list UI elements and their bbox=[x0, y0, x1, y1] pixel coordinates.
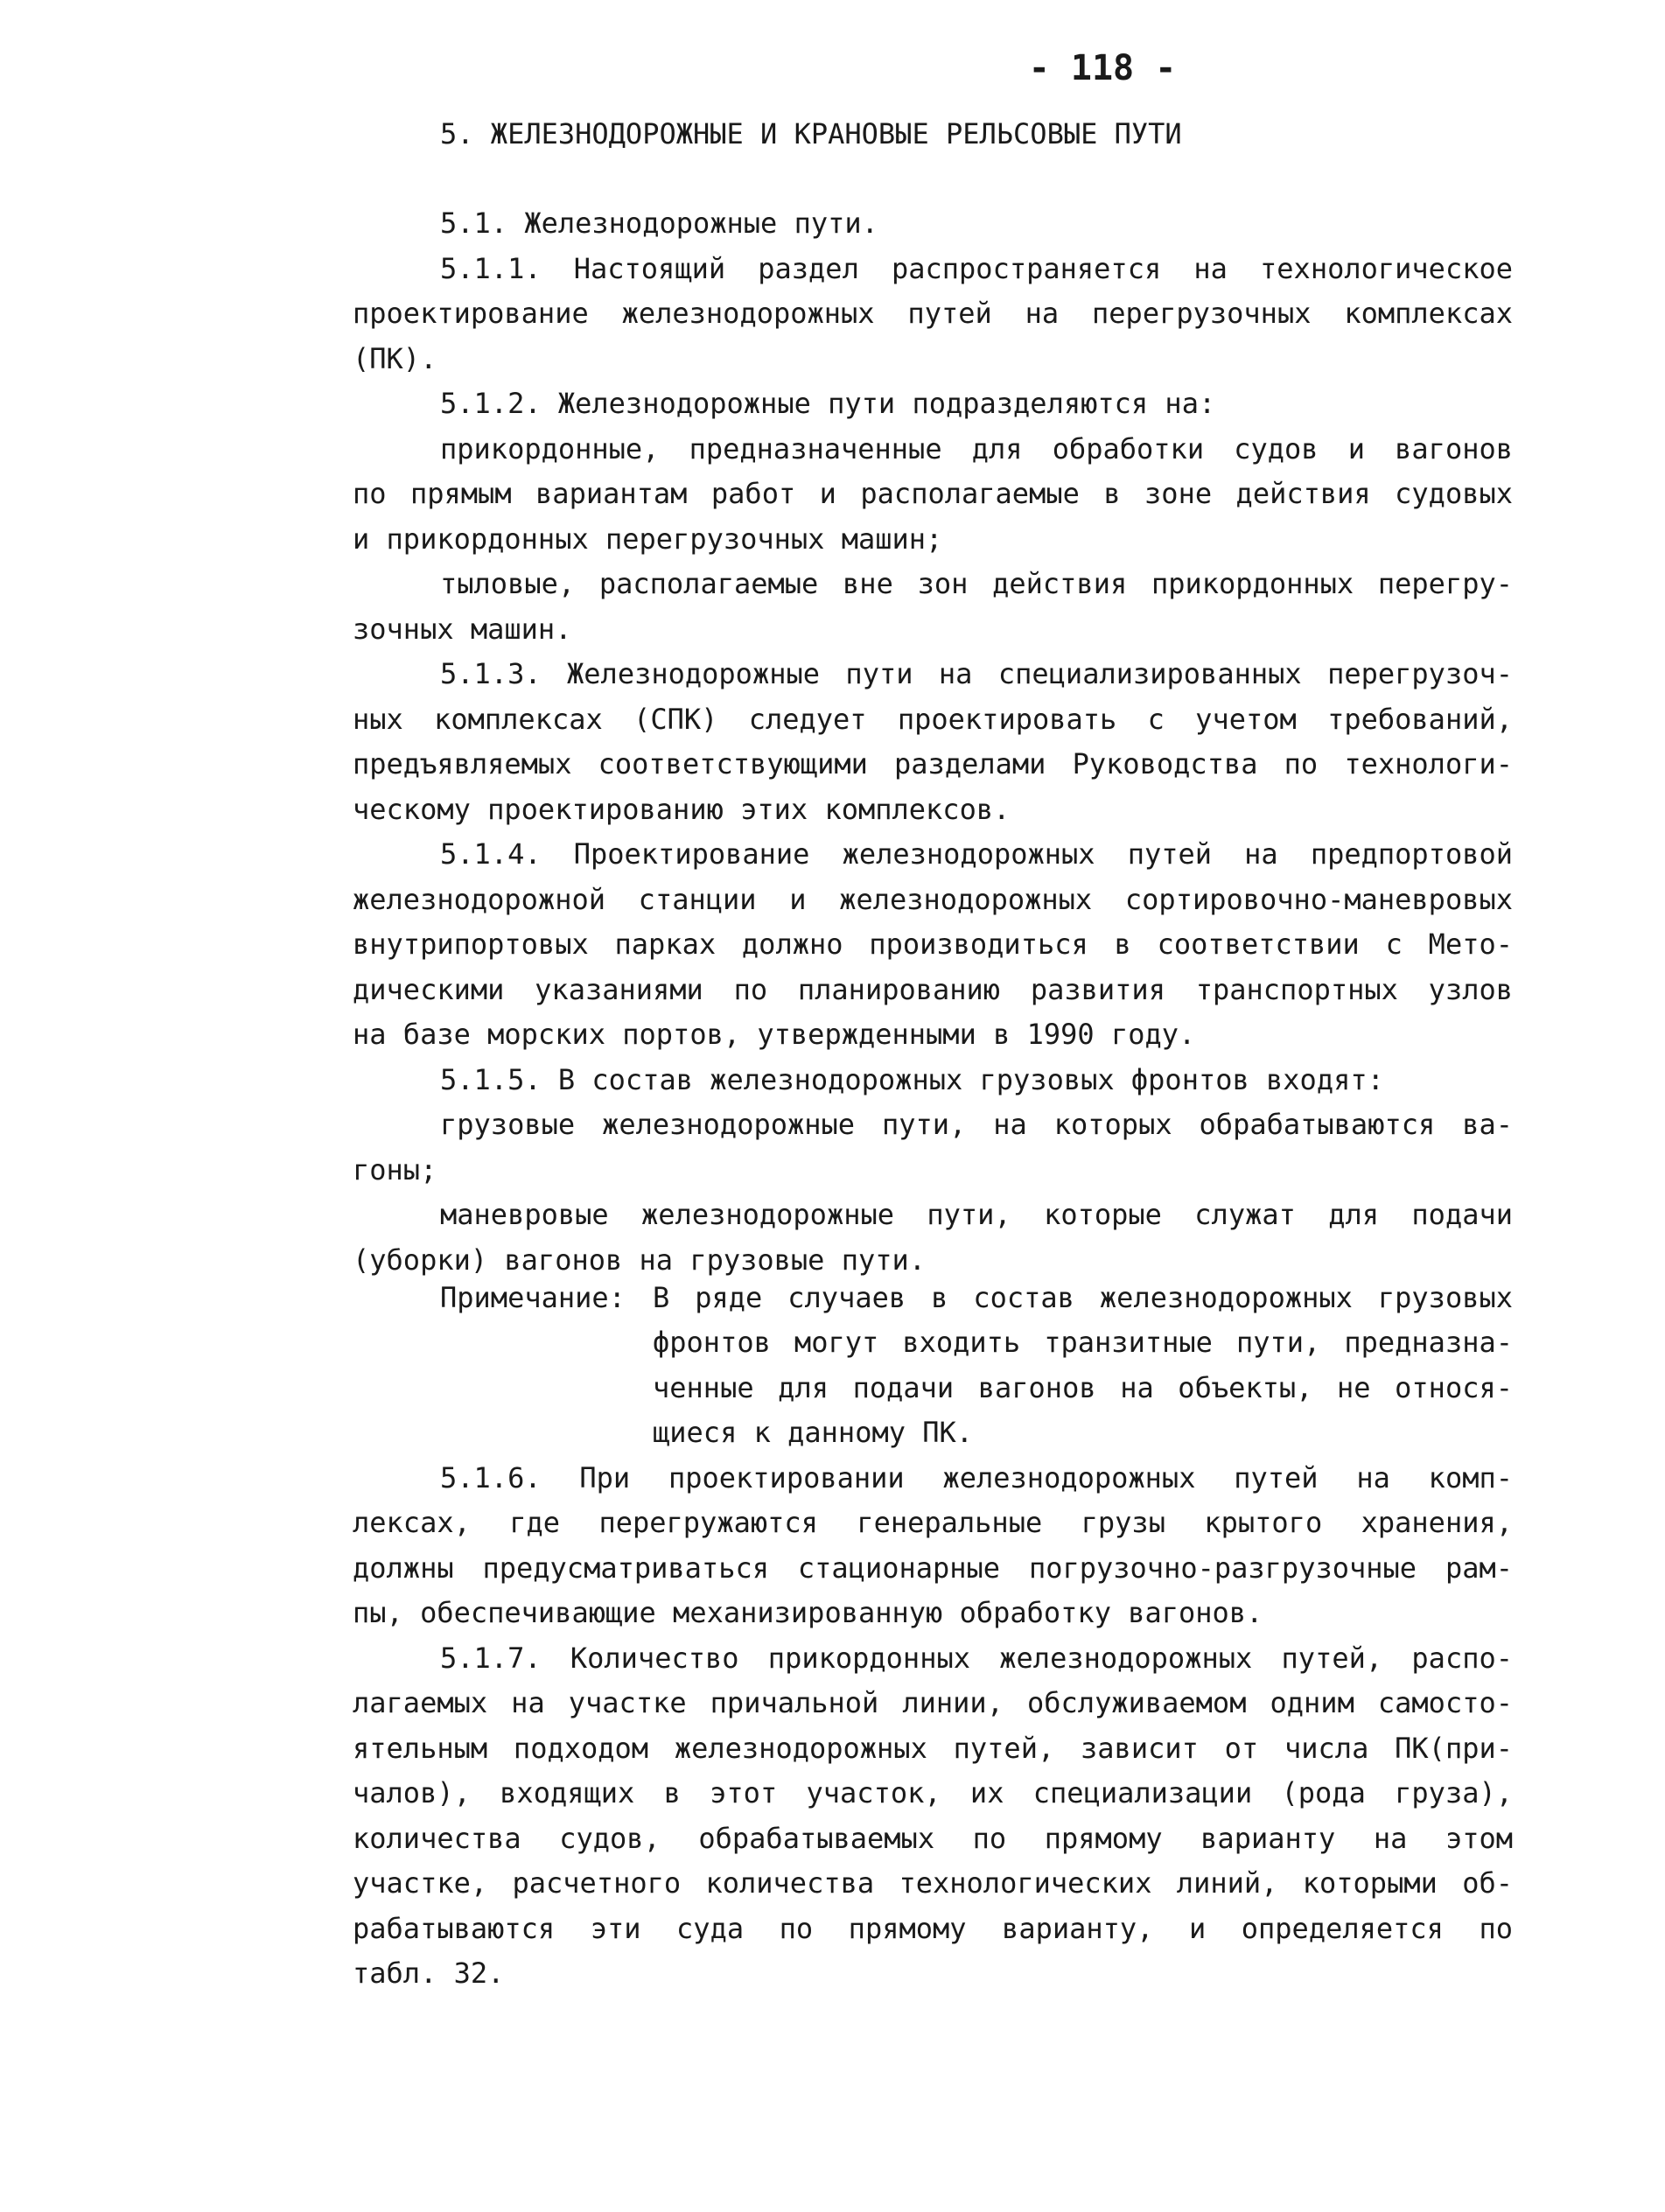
paragraph-line: зочных машин. bbox=[353, 612, 572, 646]
paragraph-line: ных комплексах (СПК) следует проектировать с учетом требований, bbox=[353, 703, 1513, 736]
note-label: Примечание: bbox=[440, 1281, 626, 1314]
paragraph-line: проектирование железнодорожных путей на перегрузочных комплексах bbox=[353, 297, 1513, 330]
paragraph-line: лагаемых на участке причальной линии, обслуживаемом одним самосто- bbox=[353, 1686, 1513, 1719]
paragraph-line: табл. 32. bbox=[353, 1956, 505, 1990]
paragraph-line: прикордонные, предназначенные для обработки судов и вагонов bbox=[440, 432, 1513, 466]
paragraph-line: количества судов, обрабатываемых по прямому варианту на этом bbox=[353, 1822, 1513, 1855]
paragraph-line: рабатываются эти суда по прямому варианту, и определяется по bbox=[353, 1912, 1513, 1945]
paragraph-line: лексах, где перегружаются генеральные грузы крытого хранения, bbox=[353, 1506, 1513, 1539]
note-line: щиеся к данному ПК. bbox=[653, 1416, 974, 1449]
page-number: - 118 - bbox=[1028, 48, 1177, 88]
paragraph-line: 5.1.6. При проектировании железнодорожных путей на комп- bbox=[440, 1461, 1513, 1494]
paragraph-line: участке, расчетного количества технологических линий, которыми об- bbox=[353, 1866, 1513, 1900]
paragraph-line: (ПК). bbox=[353, 342, 437, 375]
paragraph-line: гоны; bbox=[353, 1153, 437, 1186]
paragraph-line: тыловые, располагаемые вне зон действия прикордонных перегру- bbox=[440, 567, 1513, 600]
paragraph-line: чалов), входящих в этот участок, их специализации (рода груза), bbox=[353, 1776, 1513, 1810]
paragraph-line: дическими указаниями по планированию развития транспортных узлов bbox=[353, 973, 1513, 1006]
paragraph-line: 5.1.7. Количество прикордонных железнодорожных путей, распо- bbox=[440, 1642, 1513, 1675]
subsection-title: 5.1. Железнодорожные пути. bbox=[440, 206, 878, 240]
note-line: фронтов могут входить транзитные пути, предназна- bbox=[653, 1326, 1513, 1359]
paragraph-line: железнодорожной станции и железнодорожных сортировочно-маневровых bbox=[353, 883, 1513, 916]
paragraph-line: 5.1.5. В состав железнодорожных грузовых фронтов входят: bbox=[440, 1063, 1384, 1096]
paragraph-line: предъявляемых соответствующими разделами Руководства по технологи- bbox=[353, 747, 1513, 780]
paragraph-line: должны предусматриваться стационарные погрузочно-разгрузочные рам- bbox=[353, 1551, 1513, 1585]
section-heading: 5. ЖЕЛЕЗНОДОРОЖНЫЕ И КРАНОВЫЕ РЕЛЬСОВЫЕ ПУТИ bbox=[440, 117, 1182, 150]
paragraph-line: по прямым вариантам работ и располагаемые в зоне действия судовых bbox=[353, 477, 1513, 510]
paragraph-line: ятельным подходом железнодорожных путей, зависит от числа ПК(при- bbox=[353, 1732, 1513, 1765]
paragraph-line: пы, обеспечивающие механизированную обработку вагонов. bbox=[353, 1596, 1263, 1629]
paragraph-line: грузовые железнодорожные пути, на которых обрабатываются ва- bbox=[440, 1108, 1513, 1141]
paragraph-line: и прикордонных перегрузочных машин; bbox=[353, 522, 943, 556]
paragraph-line: на базе морских портов, утвержденными в 1990 году. bbox=[353, 1018, 1196, 1051]
note-line: В ряде случаев в состав железнодорожных грузовых bbox=[653, 1281, 1513, 1314]
paragraph-line: маневровые железнодорожные пути, которые служат для подачи bbox=[440, 1198, 1513, 1231]
note-line: ченные для подачи вагонов на объекты, не относя- bbox=[653, 1371, 1513, 1404]
paragraph-line: внутрипортовых парках должно производиться в соответствии с Мето- bbox=[353, 928, 1513, 961]
paragraph-line: 5.1.2. Железнодорожные пути подразделяются на: bbox=[440, 387, 1216, 420]
paragraph-line: 5.1.4. Проектирование железнодорожных путей на предпортовой bbox=[440, 837, 1513, 871]
paragraph-line: 5.1.3. Железнодорожные пути на специализированных перегрузоч- bbox=[440, 657, 1513, 690]
paragraph-line: (уборки) вагонов на грузовые пути. bbox=[353, 1243, 927, 1277]
paragraph-line: ческому проектированию этих комплексов. bbox=[353, 793, 1011, 826]
paragraph-line: 5.1.1. Настоящий раздел распространяется на технологическое bbox=[440, 252, 1513, 285]
